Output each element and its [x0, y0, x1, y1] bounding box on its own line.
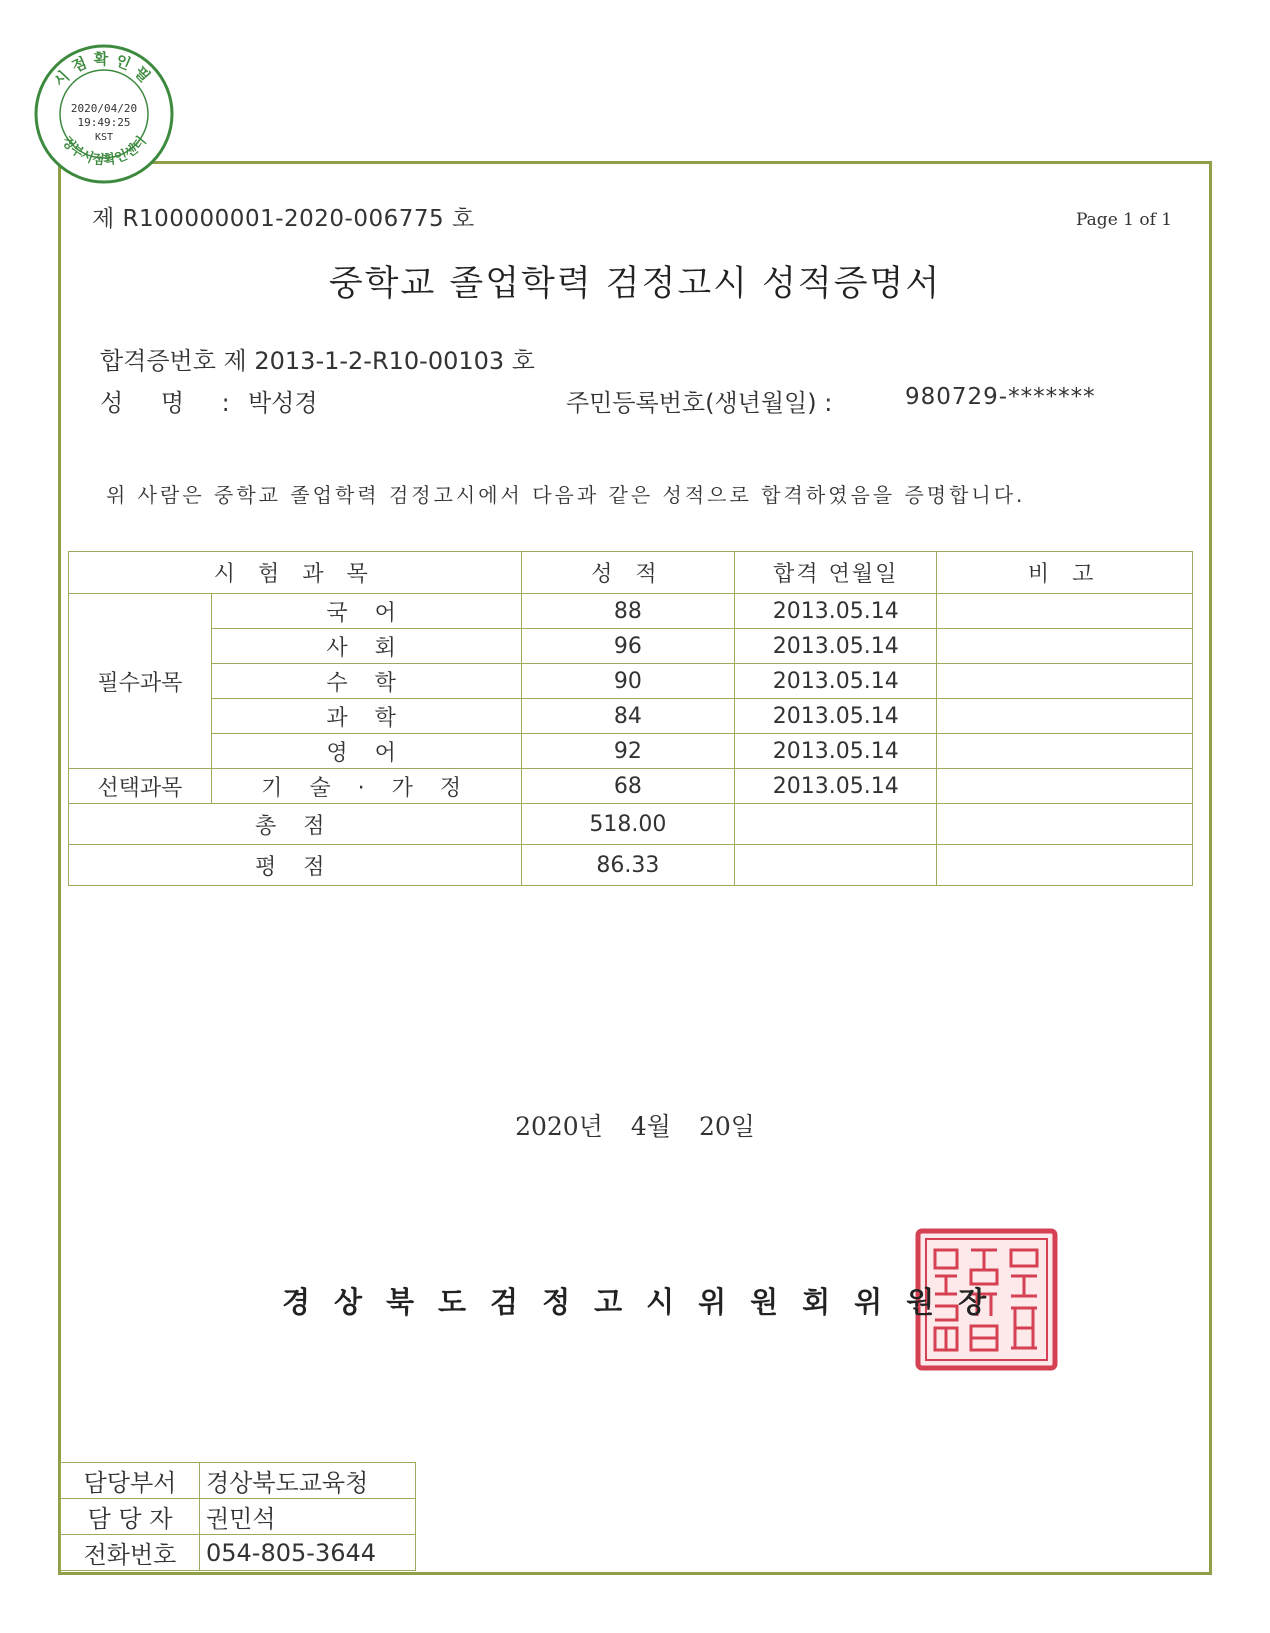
subject-cell: 기 술 · 가 정	[211, 769, 521, 804]
contact-table	[60, 1462, 416, 1571]
remark-cell	[937, 594, 1193, 629]
remark-cell	[937, 664, 1193, 699]
elective-subjects-label: 선택과목	[69, 769, 212, 804]
score-cell: 88	[521, 594, 735, 629]
name-label: 성 명 :	[100, 389, 230, 417]
remark-cell	[937, 699, 1193, 734]
person-value: 권민석	[200, 1499, 416, 1535]
issue-year: 2020년	[515, 1112, 603, 1141]
stamp-top-text: 시점확인필	[50, 50, 158, 91]
date-cell: 2013.05.14	[735, 629, 937, 664]
department-value: 경상북도교육청	[200, 1463, 416, 1499]
issue-day: 20일	[698, 1112, 755, 1141]
table-header-row	[69, 552, 1193, 594]
table-row	[69, 594, 1193, 629]
remark-cell	[937, 629, 1193, 664]
issuer-title: 경상북도검정고시위원회위원장	[282, 1285, 1011, 1319]
score-cell: 90	[521, 664, 735, 699]
grades-table	[68, 551, 1193, 886]
name-value: 박성경	[248, 389, 318, 417]
date-cell: 2013.05.14	[735, 664, 937, 699]
total-row	[69, 804, 1193, 845]
document-title: 중학교 졸업학력 검정고시 성적증명서	[328, 264, 942, 304]
remark-cell	[937, 769, 1193, 804]
phone-label: 전화번호	[61, 1535, 200, 1571]
subject-cell: 과 학	[211, 699, 521, 734]
resident-number-label: 주민등록번호(생년월일) :	[566, 389, 833, 417]
table-row	[69, 629, 1193, 664]
header-pass-date: 합격 연월일	[735, 552, 937, 594]
document-number: 제 R100000001-2020-006775 호	[92, 206, 475, 232]
score-cell: 84	[521, 699, 735, 734]
table-row	[61, 1463, 416, 1499]
header-remark: 비 고	[937, 552, 1193, 594]
average-row	[69, 845, 1193, 886]
date-cell: 2013.05.14	[735, 734, 937, 769]
issue-date	[0, 1107, 1270, 1143]
page-indicator: Page 1 of 1	[1076, 210, 1173, 230]
header-subject: 시 험 과 목	[69, 552, 522, 594]
resident-number-value: 980729-*******	[905, 384, 1096, 410]
certification-statement: 위 사람은 중학교 졸업학력 검정고시에서 다음과 같은 성적으로 합격하였음을 증명합니다.	[106, 483, 1026, 507]
time-verification-stamp	[32, 42, 176, 186]
stamp-zone: KST	[94, 132, 114, 143]
remark-cell	[937, 734, 1193, 769]
subject-cell: 국 어	[211, 594, 521, 629]
table-row	[69, 769, 1193, 804]
date-cell: 2013.05.14	[735, 594, 937, 629]
certificate-number: 합격증번호 제 2013-1-2-R10-00103 호	[100, 347, 535, 375]
total-value: 518.00	[521, 804, 735, 845]
average-value: 86.33	[521, 845, 735, 886]
score-cell: 96	[521, 629, 735, 664]
table-row	[69, 734, 1193, 769]
subject-cell: 사 회	[211, 629, 521, 664]
phone-value: 054-805-3644	[200, 1535, 416, 1571]
date-cell: 2013.05.14	[735, 699, 937, 734]
table-row	[69, 699, 1193, 734]
date-cell: 2013.05.14	[735, 769, 937, 804]
table-row	[61, 1499, 416, 1535]
stamp-date: 2020/04/20	[70, 102, 138, 115]
score-cell: 68	[521, 769, 735, 804]
average-label: 평 점	[69, 845, 522, 886]
subject-cell: 영 어	[211, 734, 521, 769]
required-subjects-label: 필수과목	[69, 594, 212, 769]
table-row	[61, 1535, 416, 1571]
stamp-time: 19:49:25	[77, 116, 131, 129]
total-label: 총 점	[69, 804, 522, 845]
table-row	[69, 664, 1193, 699]
issue-month: 4월	[630, 1112, 671, 1141]
department-label: 담당부서	[61, 1463, 200, 1499]
header-score: 성 적	[521, 552, 735, 594]
subject-cell: 수 학	[211, 664, 521, 699]
person-label: 담 당 자	[61, 1499, 200, 1535]
stamp-bottom-text: 정부시점확인센터	[58, 133, 150, 169]
score-cell: 92	[521, 734, 735, 769]
